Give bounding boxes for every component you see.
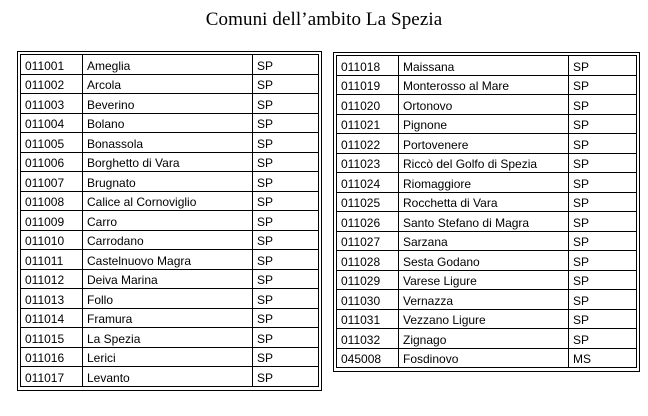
comune-code: 011028 [337, 251, 399, 271]
table-row [21, 74, 319, 94]
comune-name: Ortonovo [399, 95, 569, 115]
province-code: SP [569, 56, 637, 76]
table-row [21, 367, 319, 387]
table-row [21, 269, 319, 289]
table-row [337, 192, 637, 212]
comune-name: Bolano [83, 113, 253, 133]
province-code: SP [569, 309, 637, 329]
comune-code: 011032 [337, 329, 399, 349]
province-code: SP [253, 94, 319, 114]
province-code: SP [569, 153, 637, 173]
province-code: SP [569, 75, 637, 95]
comune-code: 011010 [21, 230, 83, 250]
table-row [337, 95, 637, 115]
comune-code: 011008 [21, 191, 83, 211]
province-code: SP [569, 251, 637, 271]
comune-name: Framura [83, 308, 253, 328]
comune-code: 011018 [337, 56, 399, 76]
comune-code: 011013 [21, 289, 83, 309]
comune-name: Calice al Cornoviglio [83, 191, 253, 211]
province-code: MS [569, 348, 637, 368]
province-code: SP [569, 95, 637, 115]
province-code: SP [253, 172, 319, 192]
province-code: SP [253, 308, 319, 328]
comune-code: 011009 [21, 211, 83, 231]
table-row [21, 133, 319, 153]
comune-code: 011004 [21, 113, 83, 133]
comune-name: Pignone [399, 114, 569, 134]
comune-name: Riccò del Golfo di Spezia [399, 153, 569, 173]
comune-code: 011023 [337, 153, 399, 173]
table-row [337, 134, 637, 154]
table-row [21, 230, 319, 250]
province-code: SP [253, 269, 319, 289]
comuni-table-left [20, 54, 319, 387]
table-row [21, 289, 319, 309]
table-row [337, 251, 637, 271]
province-code: SP [253, 55, 319, 75]
table-row [337, 173, 637, 193]
table-row [21, 347, 319, 367]
comune-code: 011026 [337, 212, 399, 232]
table-row [21, 250, 319, 270]
comune-code: 011024 [337, 173, 399, 193]
comune-code: 011020 [337, 95, 399, 115]
comune-name: Monterosso al Mare [399, 75, 569, 95]
comune-code: 011011 [21, 250, 83, 270]
comune-name: Portovenere [399, 134, 569, 154]
comune-code: 011021 [337, 114, 399, 134]
comune-name: Fosdinovo [399, 348, 569, 368]
comune-name: Vernazza [399, 290, 569, 310]
comune-name: Brugnato [83, 172, 253, 192]
comune-name: Lerici [83, 347, 253, 367]
comune-code: 011029 [337, 270, 399, 290]
comune-code: 011017 [21, 367, 83, 387]
table-row [337, 153, 637, 173]
province-code: SP [569, 173, 637, 193]
province-code: SP [569, 231, 637, 251]
province-code: SP [253, 211, 319, 231]
province-code: SP [253, 250, 319, 270]
province-code: SP [253, 152, 319, 172]
province-code: SP [253, 74, 319, 94]
page-title: Comuni dell’ambito La Spezia [205, 9, 443, 30]
comune-code: 011027 [337, 231, 399, 251]
comune-code: 011030 [337, 290, 399, 310]
province-code: SP [253, 230, 319, 250]
table-row [21, 113, 319, 133]
table-row [337, 329, 637, 349]
comune-name: Riomaggiore [399, 173, 569, 193]
comune-code: 011012 [21, 269, 83, 289]
comune-name: Sesta Godano [399, 251, 569, 271]
comune-name: Borghetto di Vara [83, 152, 253, 172]
table-row [21, 94, 319, 114]
table-row [21, 152, 319, 172]
province-code: SP [569, 114, 637, 134]
comune-name: Santo Stefano di Magra [399, 212, 569, 232]
table-row [337, 114, 637, 134]
table-row [21, 308, 319, 328]
comune-code: 011015 [21, 328, 83, 348]
comune-name: Carrodano [83, 230, 253, 250]
table-row [21, 211, 319, 231]
comune-name: Levanto [83, 367, 253, 387]
province-code: SP [253, 289, 319, 309]
comune-code: 011005 [21, 133, 83, 153]
comune-name: Castelnuovo Magra [83, 250, 253, 270]
table-row [21, 172, 319, 192]
comune-name: Zignago [399, 329, 569, 349]
comune-name: Deiva Marina [83, 269, 253, 289]
comune-name: Ameglia [83, 55, 253, 75]
table-row [337, 270, 637, 290]
table-row [337, 56, 637, 76]
province-code: SP [253, 113, 319, 133]
table-row [21, 55, 319, 75]
comune-code: 011007 [21, 172, 83, 192]
province-code: SP [569, 134, 637, 154]
province-code: SP [253, 367, 319, 387]
comune-code: 011001 [21, 55, 83, 75]
comune-code: 011031 [337, 309, 399, 329]
comune-code: 011016 [21, 347, 83, 367]
province-code: SP [569, 270, 637, 290]
table-row [337, 212, 637, 232]
table-row [337, 348, 637, 368]
province-code: SP [569, 192, 637, 212]
comune-name: Vezzano Ligure [399, 309, 569, 329]
table-row [337, 231, 637, 251]
comune-name: La Spezia [83, 328, 253, 348]
comune-code: 011014 [21, 308, 83, 328]
province-code: SP [253, 347, 319, 367]
table-row [337, 309, 637, 329]
comune-code: 011002 [21, 74, 83, 94]
province-code: SP [569, 212, 637, 232]
comune-name: Bonassola [83, 133, 253, 153]
comune-name: Maissana [399, 56, 569, 76]
comune-code: 011003 [21, 94, 83, 114]
comune-name: Sarzana [399, 231, 569, 251]
comune-code: 011025 [337, 192, 399, 212]
comune-code: 011019 [337, 75, 399, 95]
comune-name: Beverino [83, 94, 253, 114]
province-code: SP [253, 191, 319, 211]
province-code: SP [569, 290, 637, 310]
province-code: SP [253, 133, 319, 153]
table-row [337, 75, 637, 95]
table-row [21, 328, 319, 348]
comune-name: Rocchetta di Vara [399, 192, 569, 212]
province-code: SP [253, 328, 319, 348]
comune-code: 011006 [21, 152, 83, 172]
table-row [21, 191, 319, 211]
table-row [337, 290, 637, 310]
comune-name: Carro [83, 211, 253, 231]
comune-name: Varese Ligure [399, 270, 569, 290]
comuni-table-right [336, 55, 637, 368]
comune-name: Follo [83, 289, 253, 309]
province-code: SP [569, 329, 637, 349]
comune-code: 011022 [337, 134, 399, 154]
comune-code: 045008 [337, 348, 399, 368]
comune-name: Arcola [83, 74, 253, 94]
